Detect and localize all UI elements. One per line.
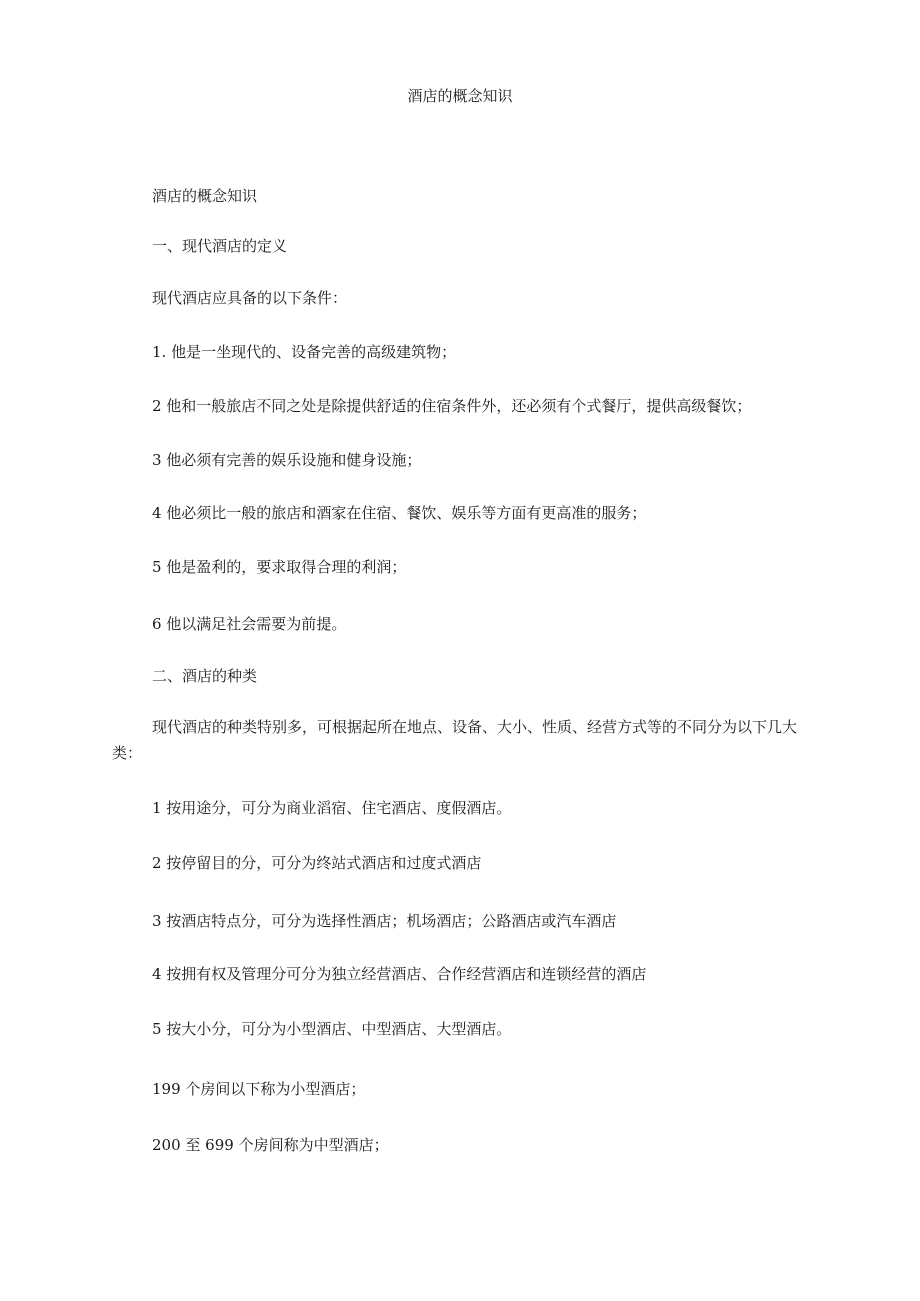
section-heading: 酒店的概念知识 (152, 187, 258, 205)
list-item: 1 按用途分，可分为商业滔宿、住宅酒店、度假酒店。 (152, 799, 512, 817)
paragraph: 现代酒店的种类特别多，可根据起所在地点、设备、大小、性质、经营方式等的不同分为以下几大类： (112, 718, 798, 762)
list-item: 1. 他是一坐现代的、设备完善的高级建筑物； (152, 343, 457, 361)
list-item: 5 他是盈利的，要求取得合理的利润； (152, 558, 407, 576)
list-item: 5 按大小分，可分为小型酒店、中型酒店、大型酒店。 (152, 1020, 512, 1038)
list-item: 3 按酒店特点分，可分为选择性酒店；机场酒店；公路酒店或汽车酒店 (152, 912, 617, 930)
section-heading: 二、酒店的种类 (152, 667, 258, 685)
list-item: 3 他必须有完善的娱乐设施和健身设施； (152, 451, 422, 469)
list-item: 6 他以满足社会需要为前提。 (152, 615, 347, 633)
section-heading: 一、现代酒店的定义 (152, 237, 288, 255)
list-item: 199 个房间以下称为小型酒店； (152, 1080, 366, 1098)
list-item: 2 按停留目的分，可分为终站式酒店和过度式酒店 (152, 854, 482, 872)
paragraph: 现代酒店应具备的以下条件： (152, 289, 348, 307)
list-item: 2 他和一般旅店不同之处是除提供舒适的住宿条件外，还必须有个式餐厅，提供高级餐饮； (152, 397, 752, 415)
list-item: 4 他必须比一般的旅店和酒家在住宿、餐饮、娱乐等方面有更高准的服务； (152, 504, 647, 522)
list-item: 200 至 699 个房间称为中型酒店； (152, 1136, 389, 1154)
list-item: 4 按拥有权及管理分可分为独立经营酒店、合作经营酒店和连锁经营的酒店 (152, 965, 647, 983)
document-title: 酒店的概念知识 (407, 87, 513, 105)
